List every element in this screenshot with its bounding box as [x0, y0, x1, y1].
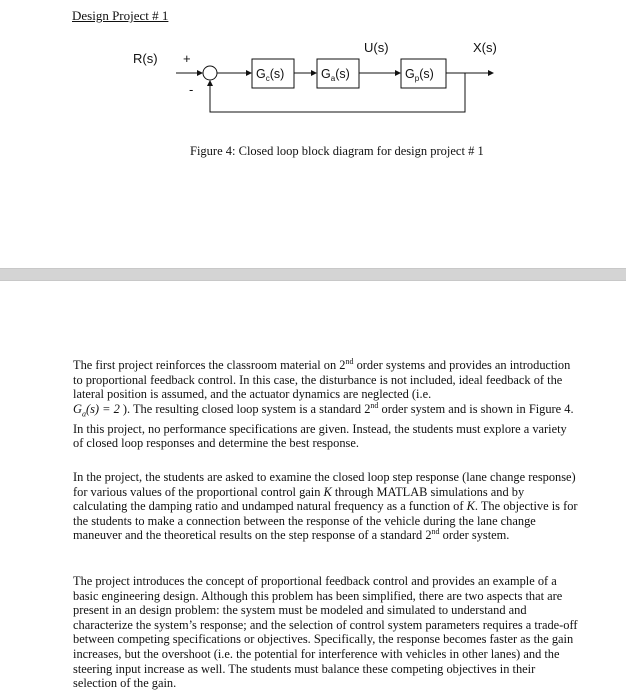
document-page-top	[0, 0, 626, 268]
actuator-block-label: $G_a(s)$	[321, 67, 350, 83]
input-label: R(s)	[133, 51, 158, 66]
figure-caption: Figure 4: Closed loop block diagram for design project # 1	[190, 144, 484, 158]
p1-text-a: The first project reinforces the classroom material on 2	[73, 358, 346, 372]
controller-block-label: $G_c(s)$	[256, 67, 285, 83]
gp-arrowhead	[395, 70, 401, 76]
p2-text-a: In the project, the students are asked to examine the closed loop step response (lane change response) for various values of the proportional control gain	[73, 470, 576, 499]
feedback-arrowhead	[207, 80, 213, 86]
p1-sup-d: nd	[370, 400, 379, 410]
paragraph-3: The project introduces the concept of proportional feedback control and provides an example of a basic engineering design. Although this problem has been simplified, there are two aspects that are present in an design problem: the system must be modeled and simulated to understand and characterize the system’s response; and the selection of control system parameters requires a trade-off between competing specifications or objectives. Specifically, the response becomes faster as the gain increases, but the overshoot (i.e. the potential for interference with vehicles in other lanes) and the steering input increase as well. The students must balance these competing objectives in their selection of the gain.	[73, 574, 578, 691]
p1-sup-a: nd	[345, 356, 354, 366]
control-signal-label: U(s)	[364, 40, 389, 55]
plus-sign: +	[183, 51, 191, 66]
p2-sup-c: nd	[431, 527, 440, 537]
minus-sign: -	[189, 82, 194, 97]
p1-text-d: ). The resulting closed loop system is a standard 2	[119, 401, 371, 416]
page-separator	[0, 268, 626, 281]
gc-arrowhead	[246, 70, 252, 76]
p1-equation: $G_a(s) = 2$	[73, 401, 120, 419]
block-diagram	[0, 0, 626, 140]
paragraph-1	[73, 358, 578, 451]
p2-gain-k-1: K	[323, 484, 332, 499]
p1-text-b: order systems and provides an introduction to proportional feedback control. In this case, the disturbance is not included, ideal feedback of the lateral position is assumed, and the actuator dynamics are neglected (i.e.	[73, 358, 571, 402]
ga-arrowhead	[311, 70, 317, 76]
summing-junction	[203, 66, 217, 80]
plant-block-label: $G_p(s)$	[405, 67, 434, 83]
document-title: Design Project # 1	[72, 8, 169, 23]
paragraph-2	[73, 470, 578, 543]
p1-text-e: order system and is shown in Figure 4. In this project, no performance specifications are given. Instead, the students must explore a variety of closed loop responses and determine the best response.	[73, 401, 574, 451]
p2-text-b: through MATLAB simulations and by calculating the damping ratio and undamped natural frequency as a function of	[73, 484, 525, 514]
input-arrowhead	[197, 70, 203, 76]
output-arrowhead	[488, 70, 494, 76]
output-label: X(s)	[473, 40, 497, 55]
p2-gain-k-2: K	[466, 499, 475, 514]
p2-text-c: . The objective is for the students to make a connection between the response of the vehicle during the lane change maneuver and the theoretical results on the step response of a standard 2	[73, 499, 578, 543]
p2-text-d: order system.	[439, 528, 510, 543]
